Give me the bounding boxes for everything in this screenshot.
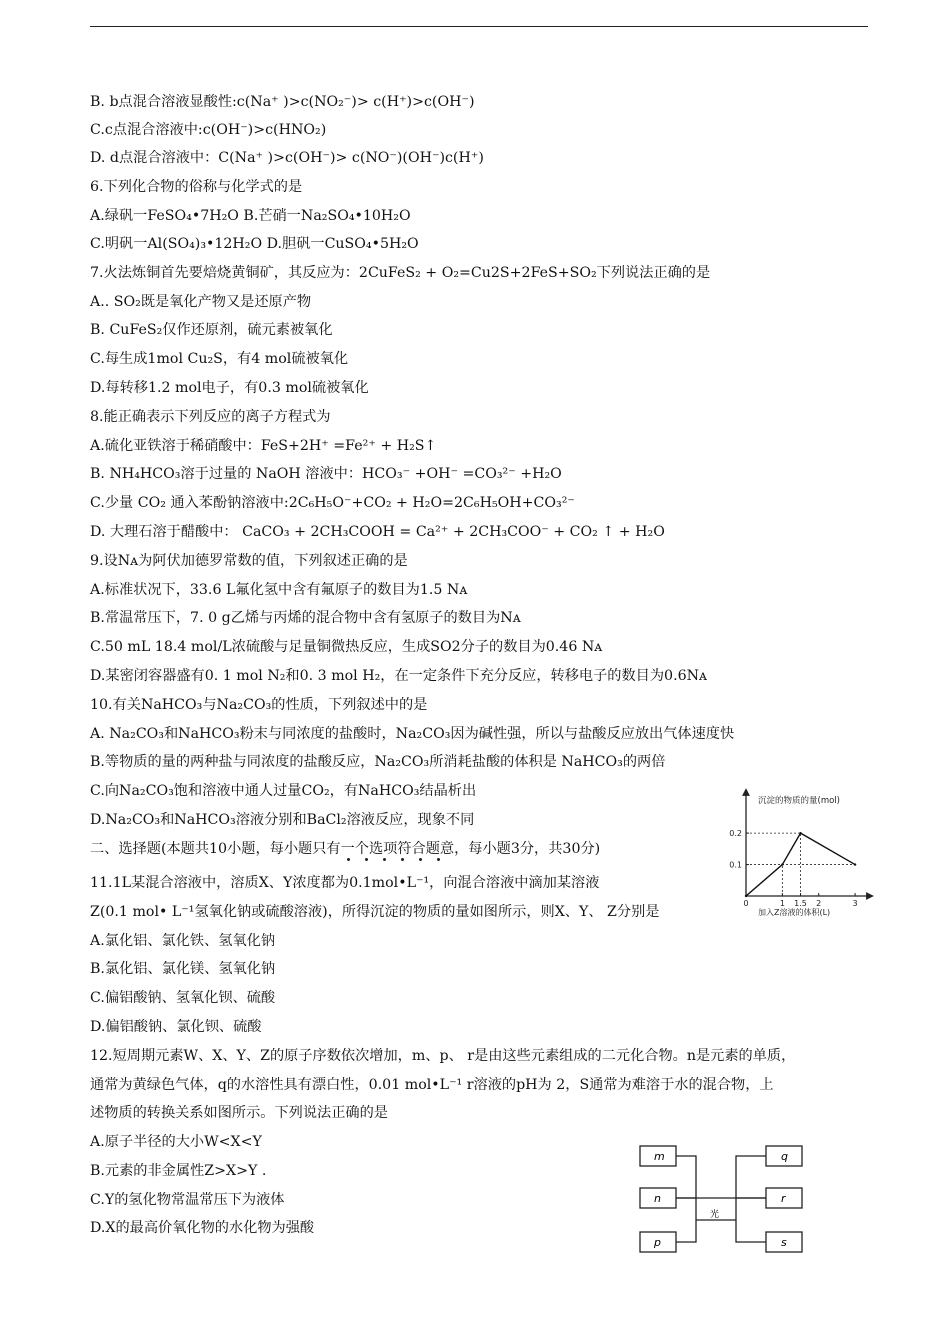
x-tick-label: 1: [779, 899, 785, 908]
question-11: 11.1L某混合溶液中，溶质X、Y浓度都为0.1mol•L⁻¹，向混合溶液中滴加某溶液: [90, 875, 600, 891]
question-9-d: D.某密闭容器盛有0. 1 mol N₂和0. 3 mol H₂，在一定条件下充分反应，转移电子的数目为0.6Nᴀ: [90, 668, 708, 684]
x-tick-label: 3: [852, 899, 858, 908]
question-12-cont2: 述物质的转换关系如图所示。下列说法正确的是: [90, 1105, 388, 1121]
question-12: 12.短周期元素W、X、Y、Z的原子序数依次增加，m、p、 r是由这些元素组成的二元化合物。n是元素的单质，: [90, 1048, 796, 1064]
question-12-a: A.原子半径的大小W<X<Y: [90, 1134, 262, 1150]
question-12-b: B.元素的非金属性Z>X>Y .: [90, 1163, 267, 1179]
question-7-b: B. CuFeS₂仅作还原剂，硫元素被氧化: [90, 322, 333, 338]
data-point: [854, 863, 856, 865]
header-rule: [90, 26, 868, 27]
precipitate-chart: [718, 786, 878, 922]
question-12-cont: 通常为黄绿色气体，q的水溶性具有漂白性，0.01 mol•L⁻¹ r溶液的pH为 2，S通常为难溶于水的混合物，上: [90, 1077, 774, 1093]
question-8-a: A.硫化亚铁溶于稀硝酸中：FeS+2H⁺ =Fe²⁺ + H₂S↑: [90, 438, 437, 454]
x-axis-label: 加入Z溶液的体积(L): [758, 908, 831, 917]
question-10-b: B.等物质的量的两种盐与同浓度的盐酸反应，Na₂CO₃所消耗盐酸的体积是 NaHCO₃的两倍: [90, 754, 666, 770]
question-11-cont: Z(0.1 mol• L⁻¹氢氧化钠或硫酸溶液)，所得沉淀的物质的量如图所示，则X、Y、 Z分别是: [90, 904, 660, 920]
question-7-c: C.每生成1mol Cu₂S，有4 mol硫被氧化: [90, 351, 349, 367]
question-12-c: C.Y的氢化物常温常压下为液体: [90, 1192, 285, 1208]
box-p-label: p: [654, 1236, 661, 1249]
option-c-line: C.c点混合溶液中:c(OH⁻)>c(HNO₂): [90, 122, 327, 138]
question-10-d: D.Na₂CO₃和NaHCO₃溶液分别和BaCl₂溶液反应，现象不同: [90, 812, 475, 828]
section-2-heading: 二、选择题(本题共10小题，每小题只有一个选项符合题意，每小题3分，共30分): [90, 841, 601, 857]
box-r-label: r: [781, 1192, 786, 1205]
question-9: 9.设Nᴀ为阿伏加德罗常数的值，下列叙述正确的是: [90, 553, 408, 569]
option-d-line: D. d点混合溶液中：C(Na⁺ )>c(OH⁻)> c(NO⁻)(OH⁻)c(H⁺): [90, 150, 484, 166]
question-8-d: D. 大理石溶于醋酸中： CaCO₃ + 2CH₃COOH = Ca²⁺ + 2CH₃COO⁻ + CO₂ ↑ + H₂O: [90, 524, 665, 540]
emphasis-dot: [365, 858, 368, 861]
question-8: 8.能正确表示下列反应的离子方程式为: [90, 409, 331, 425]
emphasis-dot: [419, 858, 422, 861]
x-tick-label: 1.5: [794, 899, 807, 908]
emphasis-dot: [383, 858, 386, 861]
emphasis-dot: [437, 858, 440, 861]
box-q-label: q: [781, 1150, 788, 1163]
question-8-c: C.少量 CO₂ 通入苯酚钠溶液中:2C₆H₅O⁻+CO₂ + H₂O=2C₆H₅OH+CO₃²⁻: [90, 495, 575, 511]
data-point: [781, 863, 783, 865]
question-12-d: D.X的最高价氧化物的水化物为强酸: [90, 1220, 315, 1236]
question-10-c: C.向Na₂CO₃饱和溶液中通人过量CO₂，有NaHCO₃结晶析出: [90, 783, 477, 799]
connector-left-top: [676, 1156, 696, 1198]
question-8-b: B. NH₄HCO₃溶于过量的 NaOH 溶液中：HCO₃⁻ +OH⁻ =CO₃²⁻ +H₂O: [90, 466, 562, 482]
data-point: [799, 832, 801, 834]
emphasis-dot: [347, 858, 350, 861]
box-n-label: n: [654, 1192, 661, 1205]
connector-right-bottom: [736, 1198, 766, 1242]
y-tick-label: 0.2: [729, 829, 742, 839]
question-9-c: C.50 mL 18.4 mol/L浓硫酸与足量铜微热反应，生成SO2分子的数目为0.46 Nᴀ: [90, 639, 603, 655]
question-9-b: B.常温常压下，7. 0 g乙烯与丙烯的混合物中含有氢原子的数目为Nᴀ: [90, 610, 521, 626]
emphasis-dot: [401, 858, 404, 861]
arrow-label: 光: [710, 1210, 720, 1220]
box-s-label: s: [781, 1236, 787, 1249]
question-7: 7.火法炼铜首先要焙烧黄铜矿，其反应为：2CuFeS₂ + O₂=Cu2S+2FeS+SO₂下列说法正确的是: [90, 265, 711, 281]
data-point: [745, 895, 747, 897]
question-10-a: A. Na₂CO₃和NaHCO₃粉末与同浓度的盐酸时，Na₂CO₃因为碱性强，所以与盐酸反应放出气体速度快: [90, 726, 735, 742]
x-tick-label: 0: [743, 899, 749, 908]
connector-right-top: [736, 1156, 766, 1198]
question-7-a: A.. SO₂既是氧化产物又是还原产物: [90, 294, 312, 310]
question-6-cd: C.明矾一Al(SO₄)₃•12H₂O D.胆矾一CuSO₄•5H₂O: [90, 236, 419, 252]
question-9-a: A.标准状况下，33.6 L氟化氢中含有氟原子的数目为1.5 Nᴀ: [90, 582, 468, 598]
question-11-a: A.氯化铝、氯化铁、氢氧化钠: [90, 933, 276, 949]
question-11-b: B.氯化铝、氯化镁、氢氧化钠: [90, 961, 276, 977]
question-10: 10.有关NaHCO₃与Na₂CO₃的性质，下列叙述中的是: [90, 697, 428, 713]
question-6: 6.下列化合物的俗称与化学式的是: [90, 179, 303, 195]
chart-title: 沉淀的物质的量(mol): [758, 796, 840, 806]
box-m-label: m: [654, 1150, 665, 1163]
x-tick-label: 2: [816, 899, 822, 908]
question-7-d: D.每转移1.2 mol电子，有0.3 mol硫被氧化: [90, 380, 369, 396]
question-11-c: C.偏铝酸钠、氢氧化钡、硫酸: [90, 990, 276, 1006]
question-6-ab: A.绿矾一FeSO₄•7H₂O B.芒硝一Na₂SO₄•10H₂O: [90, 208, 411, 224]
connector-left-bottom: [676, 1198, 696, 1242]
transformation-diagram: [630, 1138, 830, 1262]
option-b-line: B. b点混合溶液显酸性:c(Na⁺ )>c(NO₂⁻)> c(H⁺)>c(OH⁻): [90, 94, 475, 110]
y-tick-label: 0.1: [729, 860, 742, 870]
question-11-d: D.偏铝酸钠、氯化钡、硫酸: [90, 1019, 262, 1035]
